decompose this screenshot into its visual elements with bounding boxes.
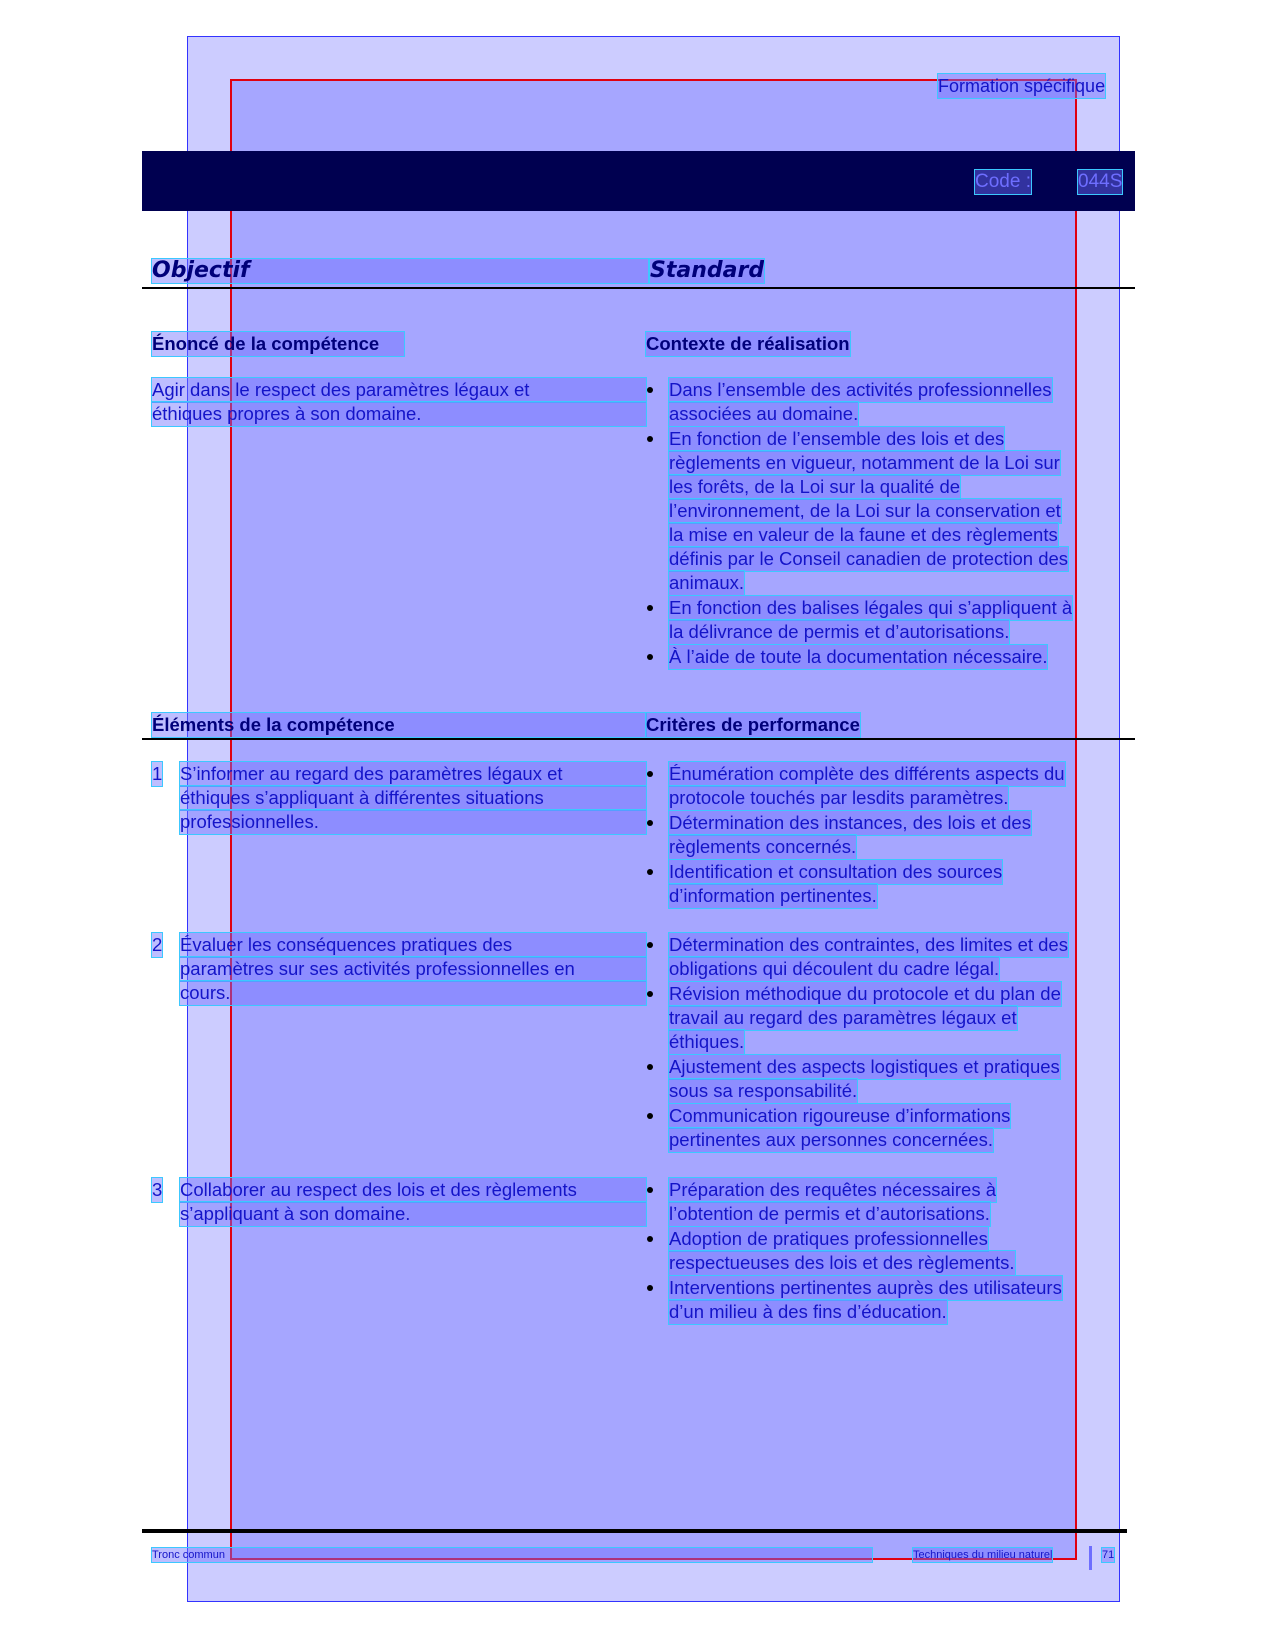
bullet-icon [647,1236,653,1242]
element-line: Collaborer au respect des lois et des règlements [180,1178,646,1202]
critere-line: sous sa responsabilité. [669,1080,858,1101]
critere-line: Détermination des contraintes, des limites et des [669,934,1068,955]
critere-line: Interventions pertinentes auprès des utilisateurs [669,1277,1062,1298]
critere-line: pertinentes aux personnes concernées. [669,1129,993,1150]
contexte-bullet-line: définis par le Conseil canadien de protection des [669,548,1069,569]
footer-right: Techniques du milieu naturel [913,1549,1053,1561]
header-rule [142,287,1135,289]
critere-line: d’un milieu à des fins d’éducation. [669,1301,947,1322]
element-line: cours. [180,981,646,1005]
contexte-bullet-line: En fonction des balises légales qui s’appliquent à [669,597,1073,618]
bullet-icon [647,991,653,997]
contexte-bullet-line: l’environnement, de la Loi sur la conservation et [669,500,1061,521]
critere-line: Communication rigoureuse d’informations [669,1105,1011,1126]
critere-line: Ajustement des aspects logistiques et pratiques [669,1056,1060,1077]
critere-line: Préparation des requêtes nécessaires à [669,1179,997,1200]
critere-line: Révision méthodique du protocole et du plan de [669,983,1061,1004]
bullet-icon [647,387,653,393]
criteres-heading: Critères de performance [646,714,860,735]
critere-line: d’information pertinentes. [669,885,877,906]
element-number: 1 [152,763,163,784]
contexte-bullet-line: À l’aide de toute la documentation nécessaire. [669,646,1048,667]
contexte-heading: Contexte de réalisation [646,333,850,354]
elements-heading: Éléments de la compétence [152,713,646,737]
column-standard: Standard [650,258,765,283]
footer-page: 71 [1102,1549,1115,1561]
contexte-bullet-line: En fonction de l’ensemble des lois et des [669,428,1005,449]
element-line: professionnelles. [180,810,646,834]
contexte-bullet-line: Dans l’ensemble des activités professionnelles [669,379,1052,400]
footer-left: Tronc commun [152,1548,872,1562]
bullet-icon [647,1187,653,1193]
contexte-bullet-line: la mise en valeur de la faune et des règlements [669,524,1058,545]
bullet-icon [647,605,653,611]
formation-label: Formation spécifique [938,76,1106,96]
contexte-bullet-line: règlements en vigueur, notamment de la Loi sur [669,452,1060,473]
code-label: Code : [975,171,1031,192]
contexte-bullet-line: la délivrance de permis et d’autorisations. [669,621,1010,642]
bullet-icon [647,1064,653,1070]
bullet-icon [647,869,653,875]
contexte-bullet-line: les forêts, de la Loi sur la qualité de [669,476,961,497]
enonce-line: éthiques propres à son domaine. [152,402,646,426]
critere-line: Détermination des instances, des lois et des [669,812,1031,833]
critere-line: Adoption de pratiques professionnelles [669,1228,988,1249]
critere-line: Énumération complète des différents aspects du [669,763,1065,784]
bullet-icon [647,1113,653,1119]
code-value: 044S [1078,171,1123,192]
column-objectif: Objectif [152,259,648,283]
enonce-heading: Énoncé de la compétence [152,332,404,356]
critere-line: éthiques. [669,1031,745,1052]
contexte-bullet-line: associées au domaine. [669,403,859,424]
page-marker [1089,1546,1092,1570]
element-line: paramètres sur ses activités professionnelles en [180,957,646,981]
element-line: s’appliquant à son domaine. [180,1202,646,1226]
critere-line: l’obtention de permis et d’autorisations. [669,1203,990,1224]
section-rule [142,738,1135,740]
element-line: S’informer au regard des paramètres légaux et [180,762,646,786]
contexte-bullet-line: animaux. [669,572,745,593]
element-number: 3 [152,1179,163,1200]
critere-line: règlements concernés. [669,836,857,857]
critere-line: Identification et consultation des sources [669,861,1003,882]
footer-rule [142,1529,1127,1533]
bullet-icon [647,771,653,777]
bullet-icon [647,436,653,442]
critere-line: obligations qui découlent du cadre légal. [669,958,1000,979]
bullet-icon [647,942,653,948]
element-line: Évaluer les conséquences pratiques des [180,933,646,957]
critere-line: respectueuses des lois et des règlements. [669,1252,1015,1273]
element-line: éthiques s’appliquant à différentes situations [180,786,646,810]
enonce-line: Agir dans le respect des paramètres légaux et [152,378,646,402]
bullet-icon [647,654,653,660]
bullet-icon [647,1285,653,1291]
critere-line: travail au regard des paramètres légaux et [669,1007,1017,1028]
element-number: 2 [152,934,163,955]
critere-line: protocole touchés par lesdits paramètres. [669,787,1009,808]
bullet-icon [647,820,653,826]
